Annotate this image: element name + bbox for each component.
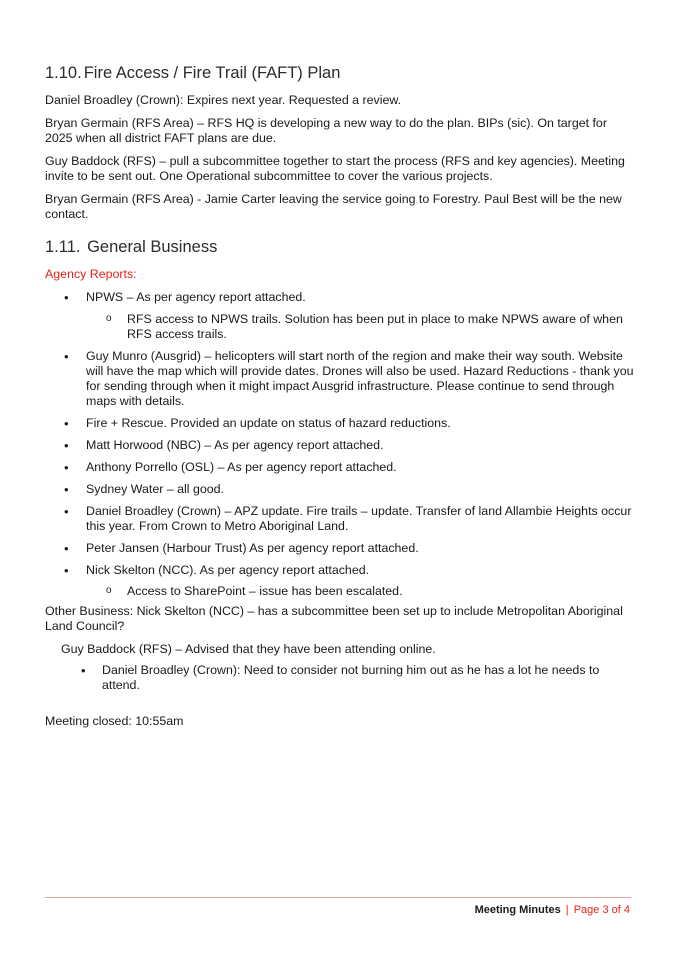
list-item: • Anthony Porrello (OSL) – As per agency report attached.	[45, 460, 635, 475]
footer-doc-title: Meeting Minutes	[474, 904, 561, 916]
section-number: 1.10.	[45, 64, 82, 82]
footer-separator: |	[565, 904, 569, 916]
list-item: • Sydney Water – all good.	[45, 482, 635, 497]
section-heading-faft	[45, 62, 635, 84]
reply-list	[45, 663, 635, 693]
sub-list-item: o RFS access to NPWS trails. Solution has been put in place to make NPWS aware of when RFS access trails.	[45, 312, 635, 342]
list-item: • Fire + Rescue. Provided an update on status of hazard reductions.	[45, 416, 635, 431]
document-page	[45, 62, 635, 737]
list-item: • Daniel Broadley (Crown) – APZ update. Fire trails – update. Transfer of land Allambie Heights occur this year. From Crown to Metro Aboriginal Land.	[45, 504, 635, 534]
section-title: Fire Access / Fire Trail (FAFT) Plan	[83, 64, 341, 82]
paragraph: Daniel Broadley (Crown): Expires next year. Requested a review.	[45, 93, 402, 107]
list-item: • Matt Horwood (NBC) – As per agency report attached.	[45, 438, 635, 453]
list-item: • Guy Munro (Ausgrid) – helicopters will start north of the region and make their way south. Website will have the map which will provide dates. Drones will also be used. Hazard Reductions - thank you for sending through when it might impact Ausgrid infrastructure. Please continue to send through maps with details.	[45, 349, 635, 409]
list-item: • Daniel Broadley (Crown): Need to consider not burning him out as he has a lot he needs to attend.	[45, 663, 635, 693]
section-heading-general-business	[45, 236, 635, 258]
list-item: • Peter Jansen (Harbour Trust) As per agency report attached.	[45, 541, 635, 556]
section-number: 1.11.	[45, 238, 81, 256]
meeting-closed: Meeting closed: 10:55am	[45, 714, 184, 728]
footer-divider	[45, 897, 631, 898]
guy-reply: Guy Baddock (RFS) – Advised that they have been attending online.	[61, 642, 436, 656]
paragraph: Bryan Germain (RFS Area) - Jamie Carter leaving the service going to Forestry. Paul Best will be the new contact.	[45, 192, 622, 221]
agency-reports-heading: Agency Reports:	[45, 267, 137, 281]
footer-page-number: Page 3 of 4	[573, 904, 630, 916]
paragraph: Guy Baddock (RFS) – pull a subcommittee together to start the process (RFS and key agencies). Meeting invite to be sent out. One Operational subcommittee to cover the various projects.	[45, 154, 625, 183]
sub-list-item: o Access to SharePoint – issue has been escalated.	[45, 584, 635, 599]
other-business: Other Business: Nick Skelton (NCC) – has a subcommittee been set up to include Metropolitan Aboriginal Land Council?	[45, 604, 623, 633]
agency-report-list	[45, 290, 635, 599]
page-footer	[475, 904, 630, 916]
list-item: • NPWS – As per agency report attached.	[45, 290, 635, 305]
section-title: General Business	[87, 238, 218, 256]
list-item: • Nick Skelton (NCC). As per agency report attached.	[45, 563, 635, 578]
paragraph: Bryan Germain (RFS Area) – RFS HQ is developing a new way to do the plan. BIPs (sic). On target for 2025 when all district FAFT plans are due.	[45, 116, 607, 145]
